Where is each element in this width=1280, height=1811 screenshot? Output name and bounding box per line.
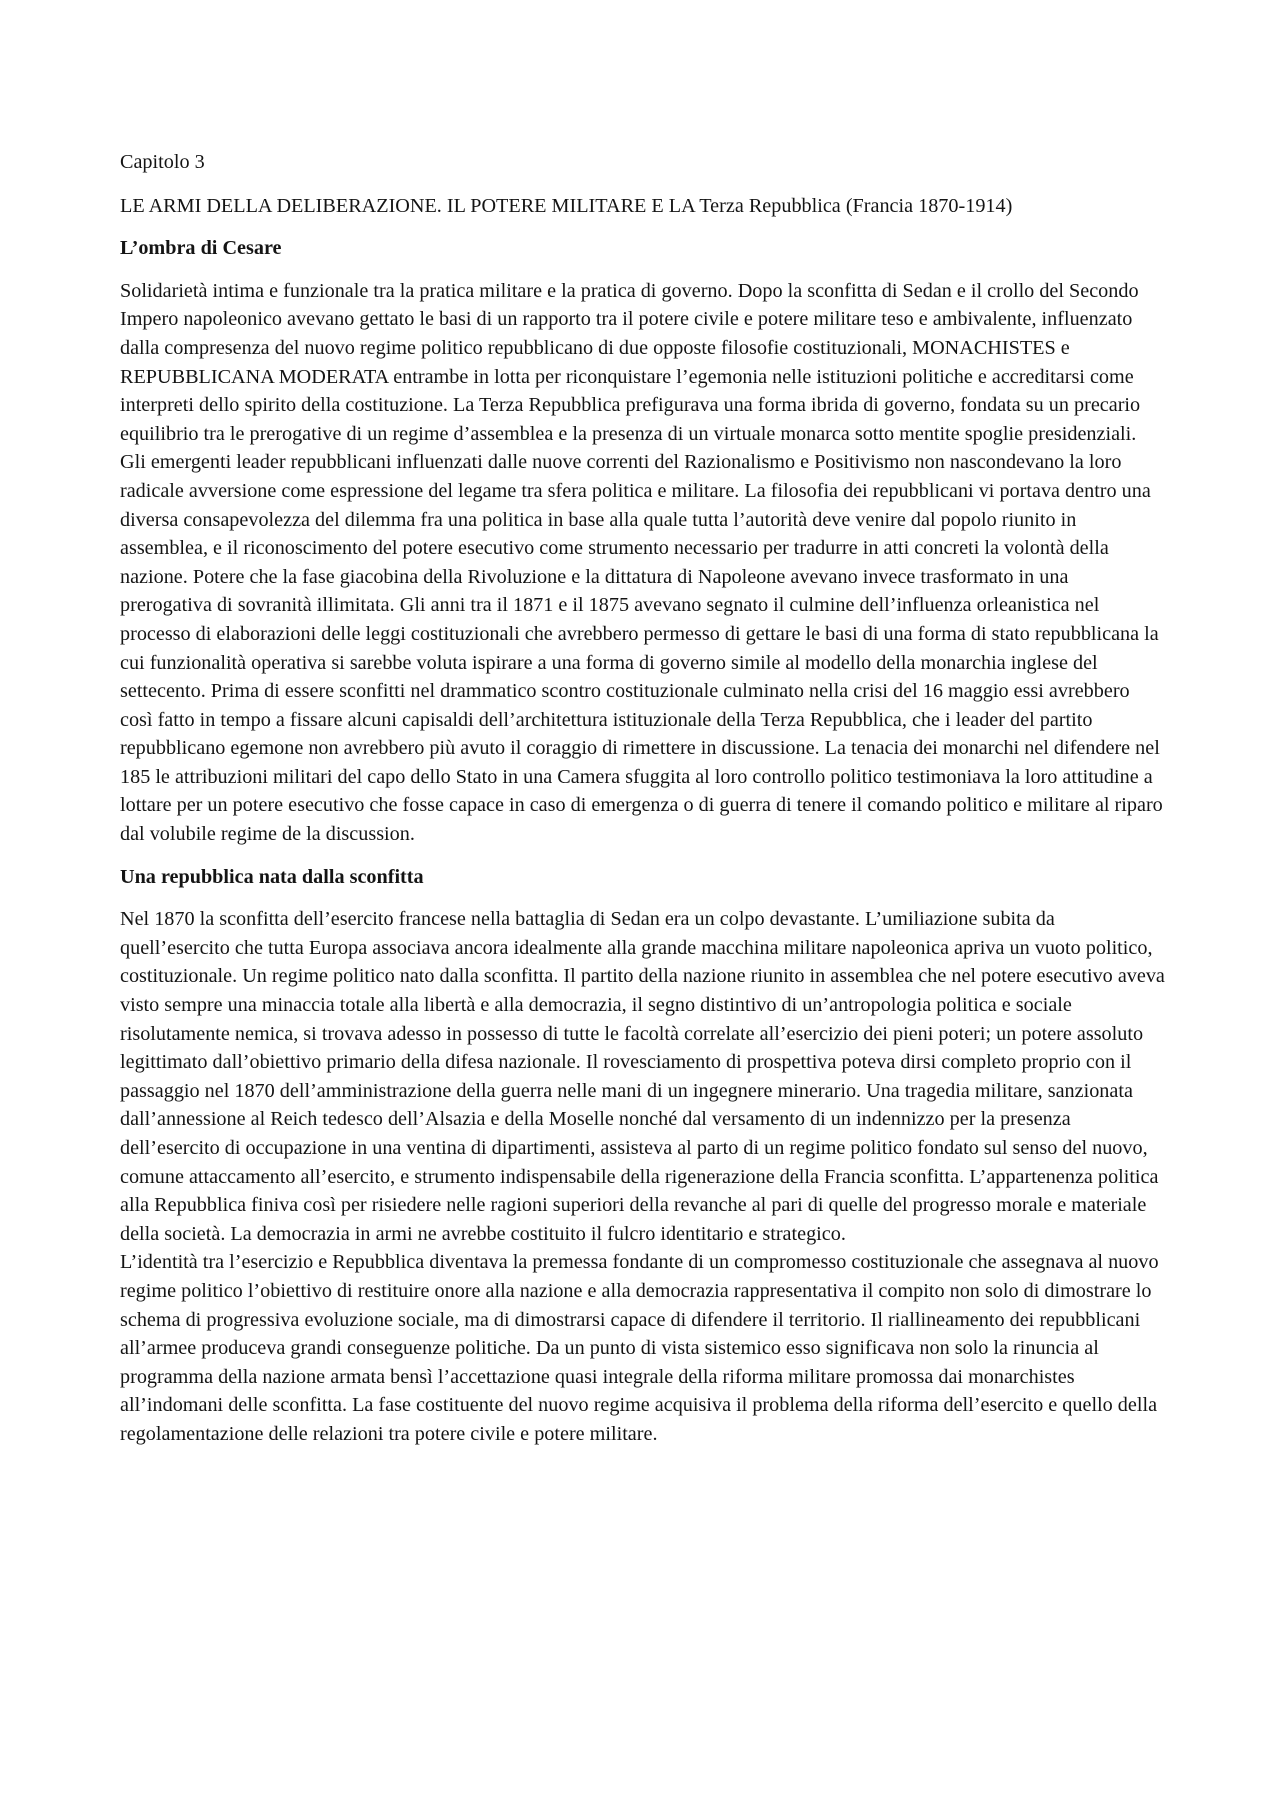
paragraph: L’identità tra l’esercizio e Repubblica diventava la premessa fondante di un compromesso costituzionale che assegnava al nuovo regime politico l’obiettivo di restituire onore alla nazione e alla democrazia rappresentativa il compito non solo di dimostrare lo schema di progressiva evoluzione sociale, ma di dimostrarsi capace di difendere il territorio. Il riallineamento dei repubblicani all’armee produceva grandi conseguenze politiche. Da un punto di vista sistemico esso significava non solo la rinuncia al programma della nazione armata bensì l’accettazione quasi integrale della riforma militare promossa dai monarchistes all’indomani delle sconfitta. La fase costituente del nuovo regime acquisiva il problema della riforma dell’esercito e quello della regolamentazione delle relazioni tra potere civile e potere militare. bbox=[120, 1251, 1159, 1445]
document-title: LE ARMI DELLA DELIBERAZIONE. IL POTERE MILITARE E LA Terza Repubblica (Francia 1870-1914) bbox=[120, 194, 1013, 217]
paragraph: Nel 1870 la sconfitta dell’esercito francese nella battaglia di Sedan era un colpo devastante. L’umiliazione subita da quell’esercito che tutta Europa associava ancora idealmente alla grande macchina militare napoleonica apriva un vuoto politico, costituzionale. Un regime politico nato dalla sconfitta. Il partito della nazione riunito in assemblea che nel potere esecutivo aveva visto sempre una minaccia totale alla libertà e alla democrazia, il segno distintivo di un’antropologia politica e sociale risolutamente nemica, si trovava adesso in possesso di tutte le facoltà correlate all’esercizio dei pieni poteri; un potere assoluto legittimato dall’obiettivo primario della difesa nazionale. Il rovesciamento di prospettiva poteva dirsi completo proprio con il passaggio nel 1870 dell’amministrazione della guerra nelle mani di un ingegnere minerario. Una tragedia militare, sanzionata dall’annessione al Reich tedesco dell’Alsazia e della Moselle nonché dal versamento di un indennizzo per la presenza dell’esercito di occupazione in una ventina di dipartimenti, assisteva al parto di un regime politico fondato sul senso del nuovo, comune attaccamento all’esercito, e strumento indispensabile della rigenerazione della Francia sconfitta. L’appartenenza politica alla Repubblica finiva così per risiedere nelle ragioni superiori della revanche al pari di quelle del progresso morale e materiale della società. La democrazia in armi ne avrebbe costituito il fulcro identitario e strategico. bbox=[120, 908, 1165, 1245]
section-heading-repubblica-nata-dalla-sconfitta: Una repubblica nata dalla sconfitta bbox=[120, 865, 424, 888]
chapter-label: Capitolo 3 bbox=[120, 151, 205, 173]
section-heading-ombra-di-cesare: L’ombra di Cesare bbox=[120, 237, 282, 260]
document-page bbox=[120, 148, 1165, 1449]
paragraph: Solidarietà intima e funzionale tra la pratica militare e la pratica di governo. Dopo la sconfitta di Sedan e il crollo del Secondo Impero napoleonico avevano gettato le basi di un rapporto tra il potere civile e potere militare teso e ambivalente, influenzato dalla compresenza del nuovo regime politico repubblicano di due opposte filosofie costituzionali, MONACHISTES e REPUBBLICANA MODERATA entrambe in lotta per riconquistare l’egemonia nelle istituzioni politiche e accreditarsi come interpreti dello spirito della costituzione. La Terza Repubblica prefigurava una forma ibrida di governo, fondata su un precario equilibrio tra le prerogative di un regime d’assemblea e la presenza di un virtuale monarca sotto mentite spoglie presidenziali. Gli emergenti leader repubblicani influenzati dalle nuove correnti del Razionalismo e Positivismo non nascondevano la loro radicale avversione come espressione del legame tra sfera politica e militare. La filosofia dei repubblicani vi portava dentro una diversa consapevolezza del dilemma fra una politica in base alla quale tutta l’autorità deve venire dal popolo riunito in assemblea, e il riconoscimento del potere esecutivo come strumento necessario per tradurre in atti concreti la volontà della nazione. Potere che la fase giacobina della Rivoluzione e la dittatura di Napoleone avevano invece trasformato in una prerogativa di sovranità illimitata. Gli anni tra il 1871 e il 1875 avevano segnato il culmine dell’influenza orleanistica nel processo di elaborazioni delle leggi costituzionali che avrebbero permesso di gettare le basi di una forma di stato repubblicana la cui funzionalità operativa si sarebbe voluta ispirare a una forma di governo simile al modello della monarchia inglese del settecento. Prima di essere sconfitti nel drammatico scontro costituzionale culminato nella crisi del 16 maggio essi avrebbero così fatto in tempo a fissare alcuni capisaldi dell’architettura istituzionale della Terza Repubblica, che i leader del partito repubblicano egemone non avrebbero più avuto il coraggio di rimettere in discussione. La tenacia dei monarchi nel difendere nel 185 le attribuzioni militari del capo dello Stato in una Camera sfuggita al loro controllo politico testimoniava la loro attitudine a lottare per un potere esecutivo che fosse capace in caso di emergenza o di guerra di tenere il comando politico e militare al riparo dal volubile regime de la discussion. bbox=[120, 279, 1163, 846]
